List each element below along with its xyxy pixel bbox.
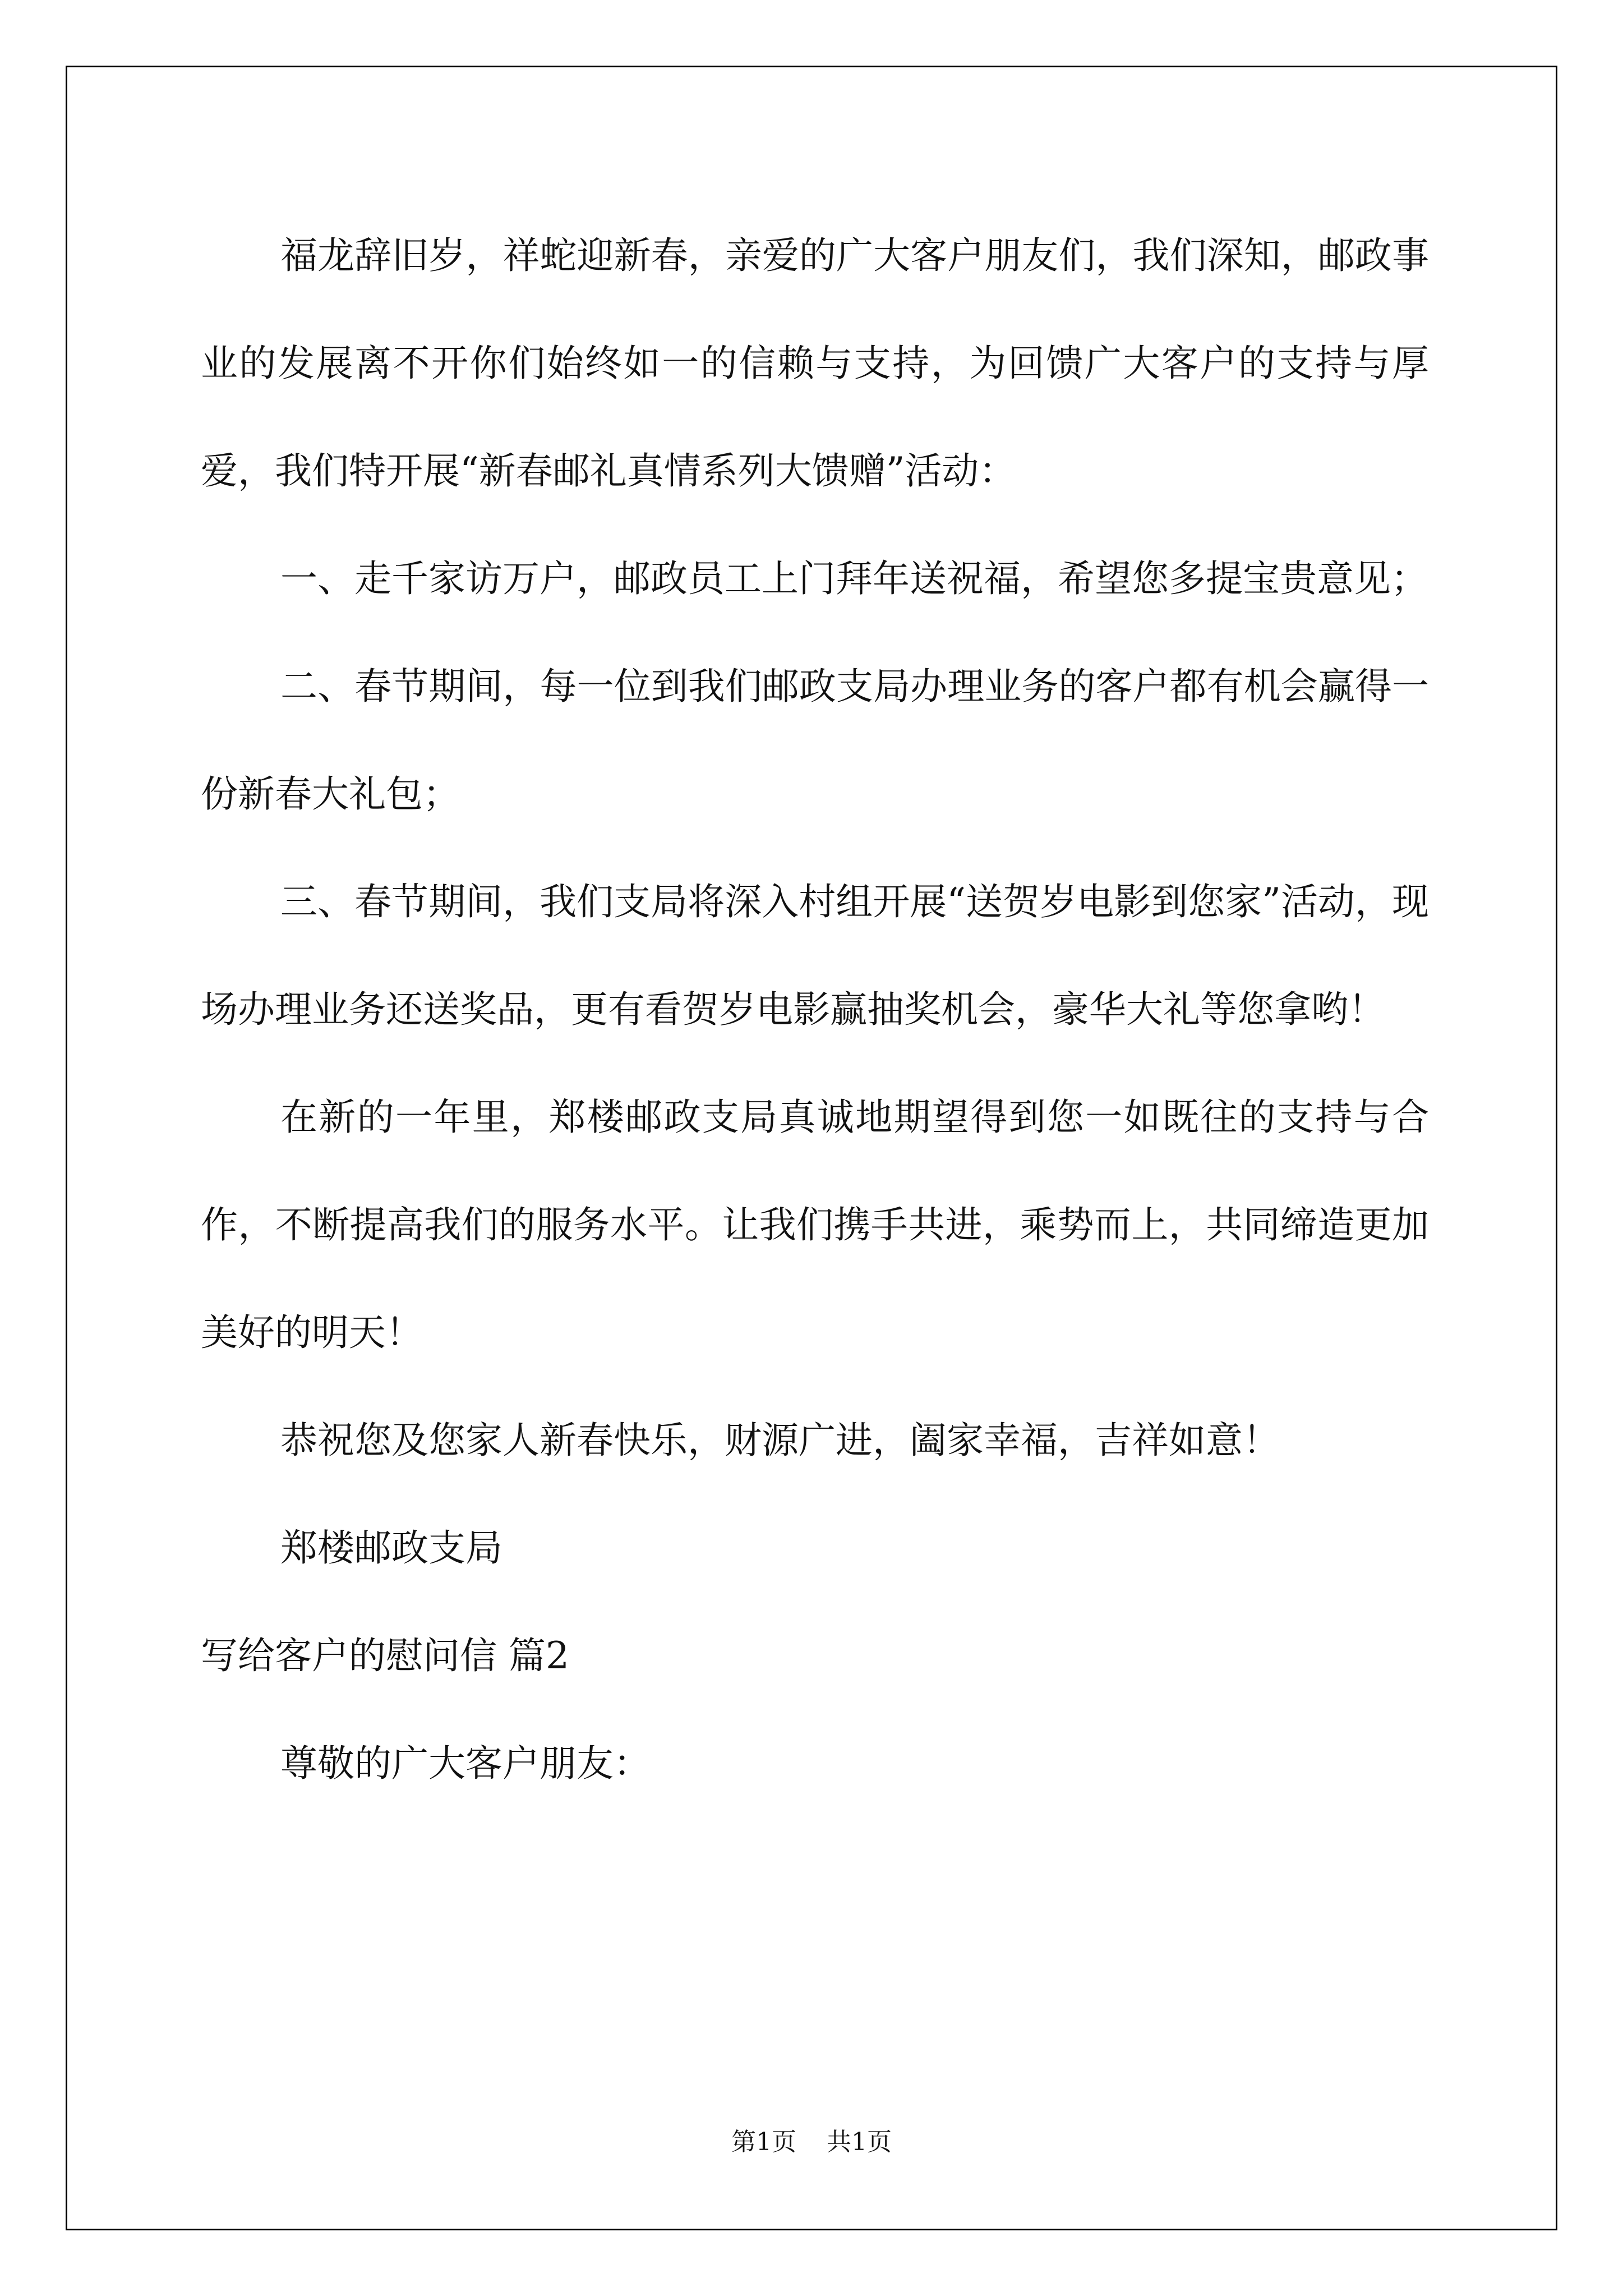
salutation: 尊敬的广大客户朋友： bbox=[280, 1742, 651, 1785]
document-body bbox=[201, 202, 1429, 1818]
signature: 郑楼邮政支局 bbox=[280, 1526, 502, 1570]
page-footer bbox=[0, 2122, 1623, 2157]
paragraph-item-1: 一、走千家访万户，邮政员工上门拜年送祝福，希望您多提宝贵意见； bbox=[280, 557, 1428, 600]
paragraph-greeting: 恭祝您及您家人新春快乐，财源广进，阖家幸福，吉祥如意！ bbox=[280, 1419, 1280, 1462]
paragraph-closing: 在新的一年里，郑楼邮政支局真诚地期望得到您一如既往的支持与合作，不断提高我们的服务水平。让我们携手共进，乘势而上，共同缔造更加美好的明天！ bbox=[201, 1096, 1429, 1354]
page-number: 第1页 bbox=[731, 2128, 796, 2156]
section-heading: 写给客户的慰问信 篇2 bbox=[201, 1634, 569, 1677]
paragraph-intro: 福龙辞旧岁，祥蛇迎新春，亲爱的广大客户朋友们，我们深知，邮政事业的发展离不开你们始终如一的信赖与支持，为回馈广大客户的支持与厚爱，我们特开展“新春邮礼真情系列大馈赠”活动： bbox=[201, 234, 1429, 493]
page-total: 共1页 bbox=[827, 2128, 892, 2156]
paragraph-item-2: 二、春节期间，每一位到我们邮政支局办理业务的客户都有机会赢得一份新春大礼包； bbox=[201, 665, 1429, 816]
paragraph-item-3: 三、春节期间，我们支局将深入村组开展“送贺岁电影到您家”活动，现场办理业务还送奖品，更有看贺岁电影赢抽奖机会，豪华大礼等您拿哟！ bbox=[201, 880, 1429, 1031]
